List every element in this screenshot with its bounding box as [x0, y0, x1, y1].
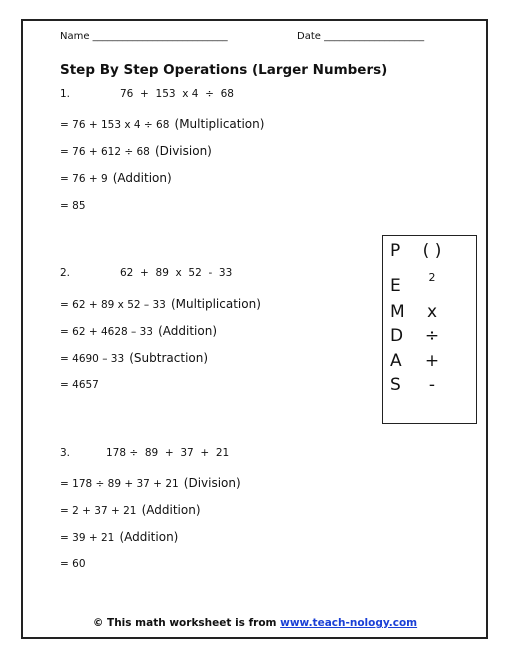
problem-1-step-3: [60, 167, 172, 186]
problem-3-step-2: [60, 499, 201, 518]
problem-3-step-3: [60, 526, 178, 545]
step-operation: (Multiplication): [170, 297, 261, 311]
problem-3-step-1: [60, 472, 241, 491]
step-expression: = 4657: [60, 379, 99, 391]
worksheet-title: Step By Step Operations (Larger Numbers): [60, 62, 388, 78]
problem-2-answer: [60, 373, 99, 392]
pemdas-letter: P: [390, 241, 401, 261]
problem-1-expression: 76 + 153 x 4 ÷ 68: [120, 88, 234, 100]
problem-3-expression: 178 ÷ 89 + 37 + 21: [106, 447, 230, 459]
pemdas-letter: A: [390, 351, 402, 371]
step-operation: (Division): [183, 476, 241, 490]
pemdas-symbol: ( ): [422, 241, 442, 261]
name-field-label: Name ___________________________: [60, 31, 228, 42]
pemdas-symbol: x: [426, 302, 438, 322]
pemdas-letter: M: [390, 302, 405, 322]
problem-2-step-3: [60, 347, 208, 366]
pemdas-letter: D: [390, 326, 404, 346]
pemdas-letter: E: [390, 276, 401, 296]
step-expression: = 76 + 153 x 4 ÷ 68: [60, 119, 170, 131]
footer-text: © This math worksheet is from: [92, 617, 281, 629]
problem-2-number: 2.: [60, 267, 71, 279]
teach-nology-link[interactable]: www.teach-nology.com: [280, 617, 418, 629]
step-operation: (Addition): [141, 503, 201, 517]
pemdas-letter: S: [390, 375, 401, 395]
problem-3-number: 3.: [60, 447, 71, 459]
step-expression: = 39 + 21: [60, 532, 115, 544]
step-operation: (Addition): [112, 171, 172, 185]
step-expression: = 76 + 9: [60, 173, 108, 185]
step-expression: = 178 ÷ 89 + 37 + 21: [60, 478, 179, 490]
pemdas-symbol: 2: [428, 271, 436, 284]
step-operation: (Division): [154, 144, 212, 158]
step-expression: = 60: [60, 558, 86, 570]
step-expression: = 62 + 4628 – 33: [60, 326, 153, 338]
problem-2-step-2: [60, 320, 217, 339]
pemdas-box: [382, 235, 477, 424]
step-expression: = 76 + 612 ÷ 68: [60, 146, 150, 158]
step-expression: = 2 + 37 + 21: [60, 505, 137, 517]
step-expression: = 85: [60, 200, 86, 212]
step-operation: (Addition): [119, 530, 179, 544]
step-operation: (Addition): [158, 324, 217, 338]
step-operation: (Subtraction): [129, 351, 209, 365]
problem-3-answer: [60, 552, 86, 571]
pemdas-symbol: ÷: [424, 326, 440, 346]
date-field-label: Date ____________________: [297, 31, 425, 42]
problem-2-step-1: [60, 293, 261, 312]
step-operation: (Multiplication): [174, 117, 265, 131]
step-expression: = 62 + 89 x 52 – 33: [60, 299, 166, 311]
pemdas-symbol: +: [424, 351, 440, 371]
problem-2-expression: 62 + 89 x 52 - 33: [120, 267, 233, 279]
problem-1-number: 1.: [60, 88, 71, 100]
problem-1-step-2: [60, 140, 212, 159]
problem-1-step-1: [60, 113, 264, 132]
problem-1-answer: [60, 194, 86, 213]
step-expression: = 4690 – 33: [60, 353, 125, 365]
pemdas-symbol: -: [428, 375, 436, 395]
footer-credit: [0, 617, 510, 629]
